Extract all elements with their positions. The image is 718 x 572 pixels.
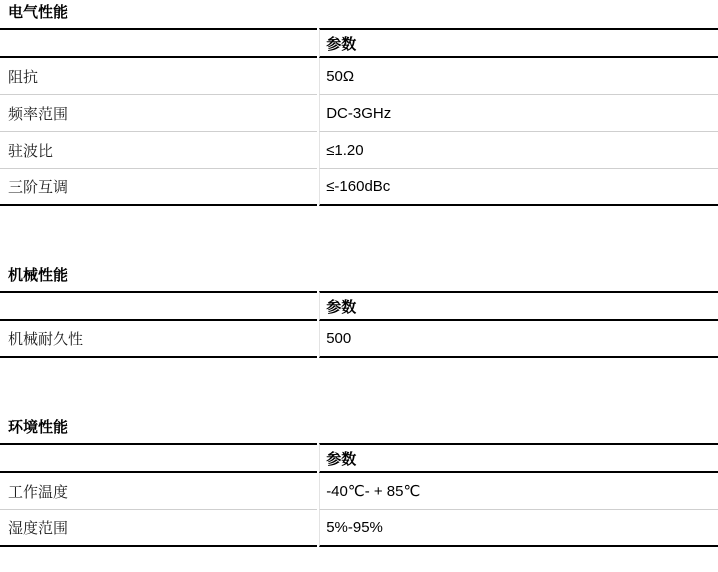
table-header-row <box>0 291 718 321</box>
row-value: 500 <box>319 321 718 358</box>
table-row <box>0 473 718 510</box>
column-header-empty <box>0 291 317 321</box>
row-label: 驻波比 <box>0 132 317 169</box>
section-environmental <box>0 420 718 547</box>
section-title: 电气性能 <box>8 4 69 21</box>
table-header-row <box>0 28 718 58</box>
spec-table-mechanical <box>0 291 718 358</box>
row-label: 阻抗 <box>0 58 317 95</box>
row-label: 机械耐久性 <box>0 321 317 358</box>
section-mechanical <box>0 268 718 358</box>
column-header-empty <box>0 443 317 473</box>
column-header-parameter: 参数 <box>319 443 718 473</box>
row-value: ≤1.20 <box>319 132 718 169</box>
section-title: 机械性能 <box>8 267 69 284</box>
table-row <box>0 95 718 132</box>
table-row <box>0 510 718 547</box>
row-label: 湿度范围 <box>0 510 317 547</box>
table-row <box>0 169 718 206</box>
table-row <box>0 58 718 95</box>
row-label: 工作温度 <box>0 473 317 510</box>
spec-table-electrical <box>0 28 718 206</box>
row-value: DC-3GHz <box>319 95 718 132</box>
spec-table-environmental <box>0 443 718 547</box>
table-header-row <box>0 443 718 473</box>
row-label: 频率范围 <box>0 95 317 132</box>
table-row <box>0 132 718 169</box>
column-header-empty <box>0 28 317 58</box>
row-value: -40℃- + 85℃ <box>319 473 718 510</box>
row-value: 5%-95% <box>319 510 718 547</box>
section-title: 环境性能 <box>8 419 69 436</box>
row-label: 三阶互调 <box>0 169 317 206</box>
row-value: ≤-160dBc <box>319 169 718 206</box>
section-electrical <box>0 5 718 206</box>
column-header-parameter: 参数 <box>319 28 718 58</box>
table-row <box>0 321 718 358</box>
row-value: 50Ω <box>319 58 718 95</box>
column-header-parameter: 参数 <box>319 291 718 321</box>
